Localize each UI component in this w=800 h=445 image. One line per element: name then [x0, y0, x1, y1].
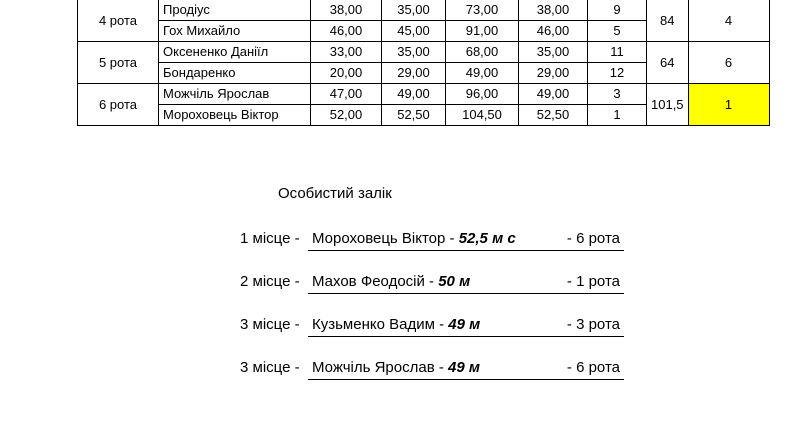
- value-cell: 33,00: [311, 42, 382, 63]
- athlete-result: 49 м: [448, 316, 481, 333]
- athlete-result: 49 м: [448, 359, 480, 376]
- name-cell: Гох Михайло: [159, 21, 311, 42]
- value-cell: 96,00: [446, 84, 519, 105]
- rota-cell: 5 рота: [78, 42, 159, 84]
- athlete-name: Кузьменко Вадим -: [312, 316, 449, 333]
- value-cell: 38,00: [311, 0, 382, 21]
- table-row: [78, 0, 770, 21]
- value-cell: 52,50: [382, 105, 446, 126]
- value-cell: 29,00: [519, 63, 588, 84]
- total-cell: 101,5: [647, 84, 689, 126]
- standing-athlete: [312, 357, 480, 379]
- place-cell-highlighted: 1: [688, 84, 769, 126]
- value-cell: 73,00: [446, 0, 519, 21]
- value-cell: 91,00: [446, 21, 519, 42]
- place-cell: 6: [688, 42, 769, 84]
- value-cell: 46,00: [519, 21, 588, 42]
- name-cell: Продіус: [159, 0, 311, 21]
- standing-rota: - 1 рота: [566, 273, 620, 290]
- value-cell: 46,00: [311, 21, 382, 42]
- results-table: [77, 0, 770, 126]
- value-cell: 20,00: [311, 63, 382, 84]
- value-cell: 35,00: [382, 0, 446, 21]
- value-cell: 35,00: [519, 42, 588, 63]
- value-cell: 68,00: [446, 42, 519, 63]
- standing-place: 1 місце -: [240, 230, 300, 247]
- athlete-name: Мороховець Віктор -: [312, 230, 459, 247]
- total-cell: 64: [647, 42, 689, 84]
- athlete-result: 50 м: [438, 273, 471, 290]
- value-cell: 52,00: [311, 105, 382, 126]
- standing-underline: [308, 357, 624, 380]
- place-cell: 4: [688, 0, 769, 42]
- name-cell: Бондаренко: [159, 63, 311, 84]
- standing-athlete: [312, 314, 480, 336]
- rank-cell: 12: [588, 63, 647, 84]
- value-cell: 49,00: [446, 63, 519, 84]
- table-row: [78, 84, 770, 105]
- rank-cell: 1: [588, 105, 647, 126]
- value-cell: 29,00: [382, 63, 446, 84]
- standing-underline: [308, 314, 624, 337]
- standing-underline: [308, 228, 624, 251]
- standing-underline: [308, 271, 624, 294]
- standing-athlete: [312, 271, 470, 293]
- rank-cell: 9: [588, 0, 647, 21]
- value-cell: 45,00: [382, 21, 446, 42]
- value-cell: 104,50: [446, 105, 519, 126]
- value-cell: 35,00: [382, 42, 446, 63]
- standing-place: 2 місце -: [240, 273, 300, 290]
- name-cell: Можчіль Ярослав: [159, 84, 311, 105]
- name-cell: Оксененко Даніїл: [159, 42, 311, 63]
- standing-rota: - 6 рота: [566, 359, 620, 376]
- standing-athlete: [312, 228, 516, 250]
- standing-rota: - 6 рота: [566, 230, 620, 247]
- name-cell: Мороховець Віктор: [159, 105, 311, 126]
- table-row: [78, 42, 770, 63]
- value-cell: 47,00: [311, 84, 382, 105]
- value-cell: 38,00: [519, 0, 588, 21]
- value-cell: 52,50: [519, 105, 588, 126]
- athlete-name: Можчіль Ярослав -: [312, 359, 448, 376]
- rank-cell: 11: [588, 42, 647, 63]
- value-cell: 49,00: [519, 84, 588, 105]
- rank-cell: 5: [588, 21, 647, 42]
- athlete-result: 52,5 м с: [458, 230, 516, 247]
- standing-place: 3 місце -: [240, 359, 300, 376]
- standing-place: 3 місце -: [240, 316, 300, 333]
- personal-standings-title: Особистий залік: [278, 185, 392, 202]
- rank-cell: 3: [588, 84, 647, 105]
- value-cell: 49,00: [382, 84, 446, 105]
- athlete-name: Махов Феодосій -: [312, 273, 439, 290]
- rota-cell: 6 рота: [78, 84, 159, 126]
- rota-cell: 4 рота: [78, 0, 159, 42]
- total-cell: 84: [647, 0, 689, 42]
- standing-rota: - 3 рота: [566, 316, 620, 333]
